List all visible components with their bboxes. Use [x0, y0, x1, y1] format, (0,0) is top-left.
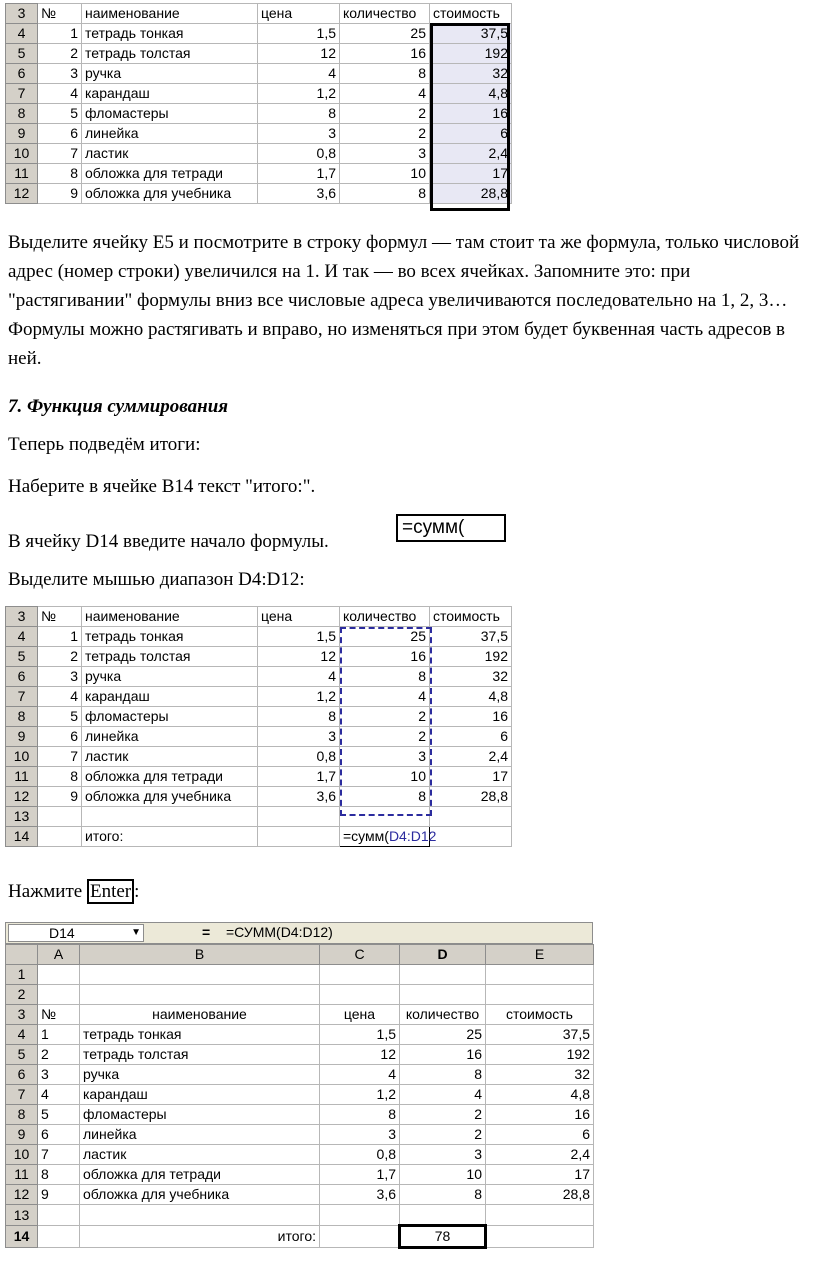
cell-price: 0,8: [258, 747, 340, 767]
cell-price[interactable]: 1,7: [320, 1165, 400, 1185]
cell-name: тетрадь толстая: [82, 44, 258, 64]
row-header: 7: [6, 687, 38, 707]
cell-no[interactable]: 3: [38, 1065, 80, 1085]
cell-qty: 25: [340, 24, 430, 44]
cell-price: 3,6: [258, 787, 340, 807]
section-heading: 7. Функция суммирования: [8, 396, 229, 417]
col-header-d[interactable]: D: [400, 945, 486, 965]
table-row: [6, 627, 512, 647]
header-row: [6, 1005, 594, 1025]
row-header: 12: [6, 787, 38, 807]
cell-cost[interactable]: 6: [486, 1125, 594, 1145]
header-no: №: [38, 4, 82, 24]
paragraph-4-line: [8, 527, 329, 556]
row-header: 5: [6, 647, 38, 667]
cell-no[interactable]: 8: [38, 1165, 80, 1185]
paragraph-6-a: Нажмите: [8, 881, 87, 902]
cell-name[interactable]: обложка для учебника: [80, 1185, 320, 1205]
cell-qty[interactable]: 3: [400, 1145, 486, 1165]
table-row: [6, 1165, 594, 1185]
cell-qty: 10: [340, 164, 430, 184]
cell-name: обложка для тетради: [82, 164, 258, 184]
selection-border: [430, 23, 510, 211]
cell-no[interactable]: 5: [38, 1105, 80, 1125]
header-cost: стоимость: [430, 607, 512, 627]
row-header: 8: [6, 707, 38, 727]
itogo-cell[interactable]: итого:: [80, 1226, 320, 1248]
column-headers: [6, 945, 594, 965]
cell-no[interactable]: 6: [38, 1125, 80, 1145]
cell-name[interactable]: фломастеры: [80, 1105, 320, 1125]
row-13: [6, 1205, 594, 1226]
row-header: 4: [6, 627, 38, 647]
cell-name: фломастеры: [82, 104, 258, 124]
cell-qty: 2: [340, 124, 430, 144]
cell-price[interactable]: 1,2: [320, 1085, 400, 1105]
cell-cost[interactable]: 32: [486, 1065, 594, 1085]
header-price[interactable]: цена: [320, 1005, 400, 1025]
cell-cost[interactable]: 28,8: [486, 1185, 594, 1205]
cell-qty[interactable]: 8: [400, 1065, 486, 1085]
cell-cost: 28,8: [430, 184, 512, 204]
header-row: [6, 607, 512, 627]
cell-cost[interactable]: 37,5: [486, 1025, 594, 1045]
cell-price: 12: [258, 44, 340, 64]
table-row: [6, 667, 512, 687]
cell-cost: 16: [430, 707, 512, 727]
header-name: наименование: [82, 607, 258, 627]
cell-price[interactable]: 8: [320, 1105, 400, 1125]
cell-qty: 16: [340, 647, 430, 667]
table-row: [6, 787, 512, 807]
paragraph-6: [8, 877, 139, 906]
cell-no: 3: [38, 64, 82, 84]
cell-no[interactable]: 2: [38, 1045, 80, 1065]
cell-qty: 2: [340, 727, 430, 747]
cell-name: линейка: [82, 727, 258, 747]
formula-start-box: [396, 514, 506, 542]
row-header: 9: [6, 124, 38, 144]
paragraph-5: Выделите мышью диапазон D4:D12:: [8, 569, 305, 590]
row-header: 10: [6, 144, 38, 164]
cell-price: 1,2: [258, 84, 340, 104]
cell-name: фломастеры: [82, 707, 258, 727]
table-row: [6, 747, 512, 767]
cell-no[interactable]: 7: [38, 1145, 80, 1165]
cell-qty: 8: [340, 184, 430, 204]
cell-no: 9: [38, 184, 82, 204]
spreadsheet-fragment-2: [5, 606, 512, 847]
cell-no: 6: [38, 727, 82, 747]
formula-edit-cell[interactable]: [340, 827, 437, 847]
cell-price: 12: [258, 647, 340, 667]
cell-price[interactable]: 4: [320, 1065, 400, 1085]
cell-name: тетрадь толстая: [82, 647, 258, 667]
cell-name[interactable]: обложка для тетради: [80, 1165, 320, 1185]
table-row: [6, 647, 512, 667]
row-header[interactable]: 13: [6, 1205, 38, 1226]
cell-no: 1: [38, 627, 82, 647]
header-no: №: [38, 607, 82, 627]
cell-price: 4: [258, 64, 340, 84]
row-header[interactable]: 10: [6, 1145, 38, 1165]
cell-name: ручка: [82, 667, 258, 687]
row-header[interactable]: 8: [6, 1105, 38, 1125]
equals-sign: =: [202, 924, 211, 940]
cell-qty[interactable]: 2: [400, 1125, 486, 1145]
cell-name[interactable]: тетрадь тонкая: [80, 1025, 320, 1045]
header-name: наименование: [82, 4, 258, 24]
header-row: [6, 4, 512, 24]
col-header-b[interactable]: B: [80, 945, 320, 965]
cell-name: тетрадь тонкая: [82, 24, 258, 44]
cell-cost[interactable]: 2,4: [486, 1145, 594, 1165]
cell-price: 3: [258, 124, 340, 144]
col-header-c[interactable]: C: [320, 945, 400, 965]
cell-no: 5: [38, 707, 82, 727]
cell-no: 5: [38, 104, 82, 124]
cell-cost[interactable]: 17: [486, 1165, 594, 1185]
cell-qty[interactable]: 4: [400, 1085, 486, 1105]
cell-price: 4: [258, 667, 340, 687]
row-header[interactable]: 1: [6, 965, 38, 985]
cell-name: тетрадь тонкая: [82, 627, 258, 647]
cell-name: ручка: [82, 64, 258, 84]
header-qty[interactable]: количество: [400, 1005, 486, 1025]
cell-price: 3: [258, 727, 340, 747]
cell-cost[interactable]: 4,8: [486, 1085, 594, 1105]
name-box-value: D14: [49, 925, 75, 941]
paragraph-6-b: :: [134, 881, 140, 902]
cell-price: 1,7: [258, 164, 340, 184]
cell-cost: 6: [430, 727, 512, 747]
cell-qty: 2: [340, 104, 430, 124]
formula-bar: [5, 922, 593, 944]
cell-no: 2: [38, 647, 82, 667]
cell-no: 1: [38, 24, 82, 44]
cell-no: 7: [38, 144, 82, 164]
cell-qty: 8: [340, 787, 430, 807]
cell-cost: 32: [430, 667, 512, 687]
cell-cost: 28,8: [430, 787, 512, 807]
cell-no[interactable]: 4: [38, 1085, 80, 1105]
header-name[interactable]: наименование: [80, 1005, 320, 1025]
cell-price: 1,7: [258, 767, 340, 787]
cell-cost: 17: [430, 767, 512, 787]
cell-qty: 4: [340, 687, 430, 707]
row-header: 10: [6, 747, 38, 767]
table-row: [6, 1145, 594, 1165]
table-row: [6, 1125, 594, 1145]
cell-price[interactable]: 12: [320, 1045, 400, 1065]
cell-cost: 192: [430, 44, 512, 64]
cell-cost[interactable]: 192: [486, 1045, 594, 1065]
cell-price: 3,6: [258, 184, 340, 204]
cell-cost[interactable]: 16: [486, 1105, 594, 1125]
row-header: 14: [6, 827, 38, 847]
table-row: [6, 1065, 594, 1085]
table-row: [6, 1085, 594, 1105]
cell-no: 7: [38, 747, 82, 767]
cell-price: 8: [258, 707, 340, 727]
cell-name[interactable]: ручка: [80, 1065, 320, 1085]
row-header: 3: [6, 607, 38, 627]
enter-key: Enter: [87, 879, 134, 904]
cell-name: ластик: [82, 747, 258, 767]
row-header[interactable]: 14: [6, 1226, 38, 1248]
formula-bar-input[interactable]: =СУММ(D4:D12): [226, 924, 333, 940]
header-cost[interactable]: стоимость: [486, 1005, 594, 1025]
cell-cost: 2,4: [430, 144, 512, 164]
cell-name: линейка: [82, 124, 258, 144]
cell-qty[interactable]: 25: [400, 1025, 486, 1045]
cell-name[interactable]: ластик: [80, 1145, 320, 1165]
corner-cell[interactable]: [6, 945, 38, 965]
cell-cost: 32: [430, 64, 512, 84]
cell-name[interactable]: карандаш: [80, 1085, 320, 1105]
cell-qty[interactable]: 16: [400, 1045, 486, 1065]
cell-no[interactable]: 9: [38, 1185, 80, 1205]
row-header[interactable]: 6: [6, 1065, 38, 1085]
cell-no: 6: [38, 124, 82, 144]
cell-cost: 4,8: [430, 84, 512, 104]
cell-price: 1,2: [258, 687, 340, 707]
cell-no: 8: [38, 767, 82, 787]
table-row: [6, 707, 512, 727]
row-2: [6, 985, 594, 1005]
row-header: 4: [6, 24, 38, 44]
cell-name: карандаш: [82, 687, 258, 707]
row-1: [6, 965, 594, 985]
col-header-e[interactable]: E: [486, 945, 594, 965]
paragraph-3: Наберите в ячейке B14 текст "итого:".: [8, 476, 316, 497]
cell-cost: 37,5: [430, 627, 512, 647]
col-header-a[interactable]: A: [38, 945, 80, 965]
header-qty: количество: [340, 607, 430, 627]
cell-qty[interactable]: 2: [400, 1105, 486, 1125]
row-13: [6, 807, 512, 827]
cell-cost: 192: [430, 647, 512, 667]
spreadsheet-fragment-3: [5, 944, 594, 1249]
table-row: [6, 687, 512, 707]
cell-qty: 8: [340, 64, 430, 84]
range-marquee: [340, 627, 432, 816]
cell-price[interactable]: 3,6: [320, 1185, 400, 1205]
cell-name[interactable]: линейка: [80, 1125, 320, 1145]
cell-qty: 16: [340, 44, 430, 64]
cell-qty[interactable]: 10: [400, 1165, 486, 1185]
cell-price: 0,8: [258, 144, 340, 164]
row-header[interactable]: 9: [6, 1125, 38, 1145]
cell-qty: 3: [340, 747, 430, 767]
cell-cost: 37,5: [430, 24, 512, 44]
cell-no: 9: [38, 787, 82, 807]
cell-qty: 3: [340, 144, 430, 164]
cell-no[interactable]: 1: [38, 1025, 80, 1045]
cell-no: 4: [38, 84, 82, 104]
row-header: 12: [6, 184, 38, 204]
table-row: [6, 1105, 594, 1125]
cell-qty: 10: [340, 767, 430, 787]
paragraph-1: Выделите ячейку E5 и посмотрите в строку формул — там стоит та же формула, только числовой адрес (номер строки) увеличился на 1. И так — во всех ячейках. Запомните это: при "растягивании" формулы вниз все числовые адреса увеличиваются последовательно на 1, 2, 3… Формулы можно растягивать и вправо, но изменяться при этом будет буквенная часть адресов в ней.: [8, 232, 800, 369]
row-header[interactable]: 4: [6, 1025, 38, 1045]
row-header: 11: [6, 767, 38, 787]
row-14: [6, 827, 512, 847]
cell-name[interactable]: тетрадь толстая: [80, 1045, 320, 1065]
cell-qty: 8: [340, 667, 430, 687]
cell-price[interactable]: 3: [320, 1125, 400, 1145]
table-row: [6, 1185, 594, 1205]
cell-cost: 2,4: [430, 747, 512, 767]
header-no[interactable]: №: [38, 1005, 80, 1025]
cell-cost: 4,8: [430, 687, 512, 707]
row-header: 7: [6, 84, 38, 104]
paragraph-4: В ячейку D14 введите начало формулы.: [8, 531, 329, 552]
cell-price: 8: [258, 104, 340, 124]
formula-prefix: =сумм(: [343, 828, 389, 844]
row-header[interactable]: 2: [6, 985, 38, 1005]
cell-cost: 17: [430, 164, 512, 184]
total-cell[interactable]: 78: [400, 1226, 486, 1248]
cell-no: 3: [38, 667, 82, 687]
row-14: [6, 1226, 594, 1248]
cell-name: обложка для тетради: [82, 767, 258, 787]
header-price: цена: [258, 607, 340, 627]
cell-no: 2: [38, 44, 82, 64]
cell-qty: 2: [340, 707, 430, 727]
cell-cost: 16: [430, 104, 512, 124]
row-header[interactable]: 5: [6, 1045, 38, 1065]
cell-qty: 25: [340, 627, 430, 647]
itogo-cell: итого:: [82, 827, 258, 847]
formula-range: D4:D12: [388, 828, 437, 844]
chevron-down-icon[interactable]: ▼: [131, 927, 141, 938]
table-row: [6, 727, 512, 747]
cell-qty[interactable]: 8: [400, 1185, 486, 1205]
paragraph-2: Теперь подведём итоги:: [8, 434, 201, 455]
row-header[interactable]: 3: [6, 1005, 38, 1025]
row-header: 8: [6, 104, 38, 124]
row-header: 6: [6, 667, 38, 687]
row-header: 13: [6, 807, 38, 827]
cell-no: 4: [38, 687, 82, 707]
header-qty: количество: [340, 4, 430, 24]
cell-no: 8: [38, 164, 82, 184]
row-header[interactable]: 12: [6, 1185, 38, 1205]
header-cost: стоимость: [430, 4, 512, 24]
cell-price: 1,5: [258, 24, 340, 44]
header-price: цена: [258, 4, 340, 24]
name-box[interactable]: [8, 924, 144, 942]
cell-qty: 4: [340, 84, 430, 104]
table-row: [6, 1045, 594, 1065]
row-header: 9: [6, 727, 38, 747]
formula-start-text: =сумм(: [402, 517, 465, 538]
cell-name: обложка для учебника: [82, 787, 258, 807]
cell-name: карандаш: [82, 84, 258, 104]
cell-name: обложка для учебника: [82, 184, 258, 204]
table-row: [6, 1025, 594, 1045]
cell-price[interactable]: 0,8: [320, 1145, 400, 1165]
cell-name: ластик: [82, 144, 258, 164]
row-header: 11: [6, 164, 38, 184]
cell-price: 1,5: [258, 627, 340, 647]
cell-cost: 6: [430, 124, 512, 144]
table-row: [6, 767, 512, 787]
row-header[interactable]: 11: [6, 1165, 38, 1185]
cell-price[interactable]: 1,5: [320, 1025, 400, 1045]
spreadsheet-fragment-1: [5, 3, 512, 204]
row-header[interactable]: 7: [6, 1085, 38, 1105]
row-header: 3: [6, 4, 38, 24]
row-header: 5: [6, 44, 38, 64]
row-header: 6: [6, 64, 38, 84]
